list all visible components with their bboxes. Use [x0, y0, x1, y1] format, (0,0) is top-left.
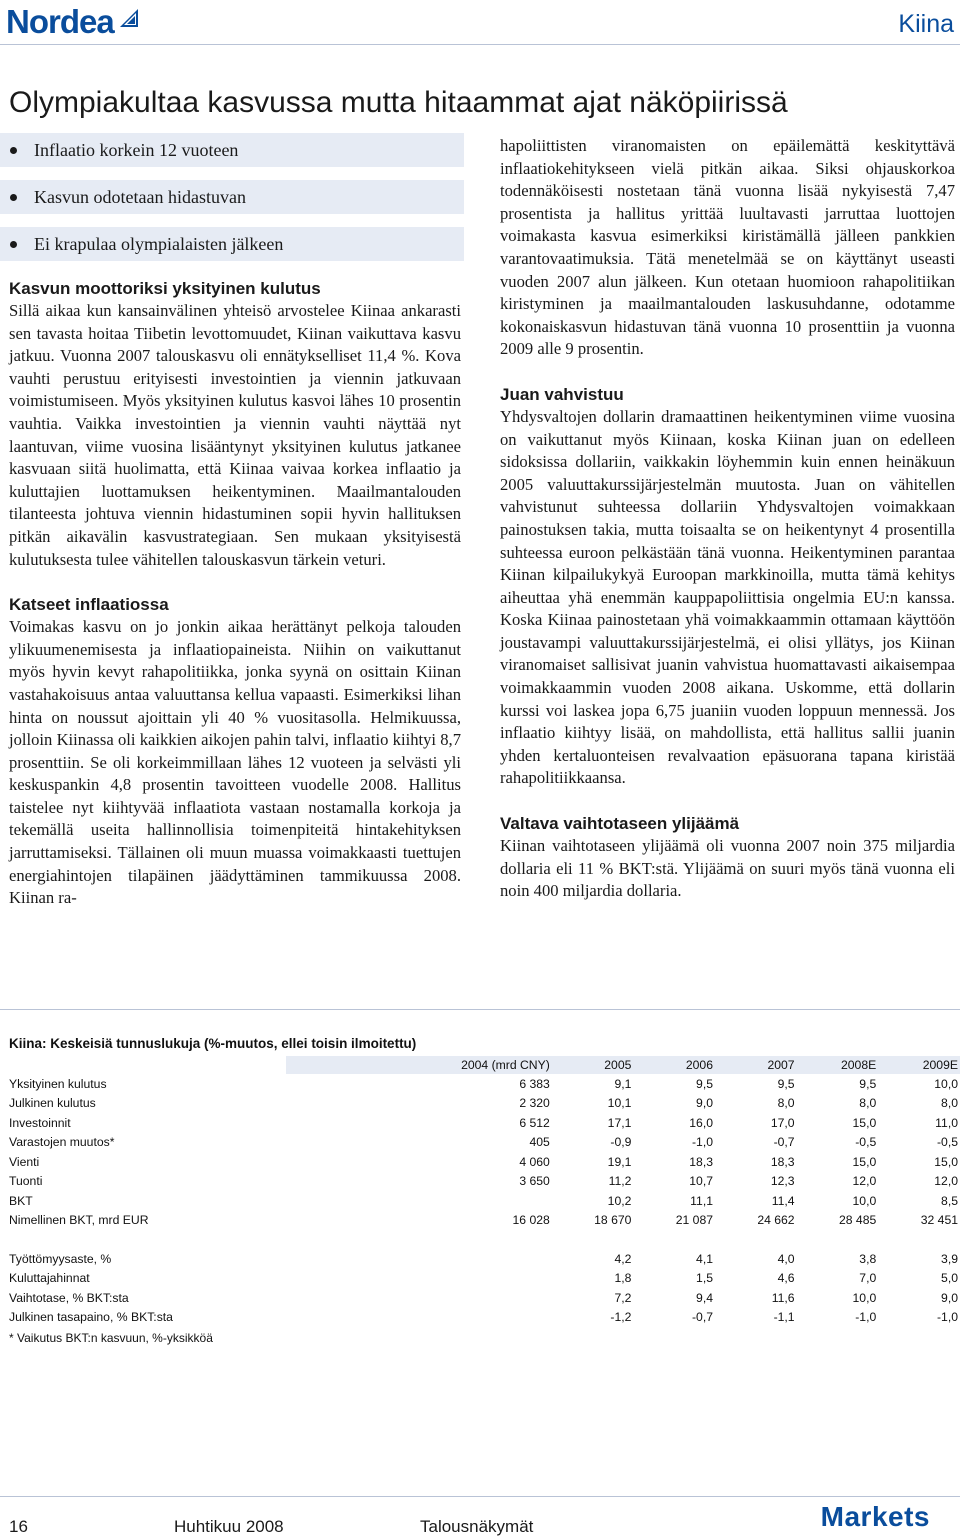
table-cell: 4,0 [777, 1251, 795, 1266]
summary-bullet: Inflaatio korkein 12 vuoteen [0, 133, 464, 167]
table-cell: 9,5 [696, 1076, 713, 1091]
table-row [9, 1191, 960, 1211]
nordea-logo [6, 4, 142, 40]
table-cell: 7,0 [859, 1271, 877, 1286]
column-header: 2004 (mrd CNY) [286, 1056, 552, 1074]
bullet-dot-icon [10, 194, 17, 201]
table-cell: 10,1 [607, 1096, 632, 1111]
row-label: BKT [9, 1193, 33, 1208]
section-heading-consumption: Kasvun moottoriksi yksityinen kulutus [9, 279, 321, 298]
table-row [9, 1094, 960, 1114]
table-cell: -0,7 [773, 1135, 795, 1150]
page-number: 16 [9, 1517, 28, 1536]
markets-logo: Markets [820, 1501, 930, 1532]
table-cell: 15,0 [852, 1154, 877, 1169]
table-row [9, 1211, 960, 1231]
table-cell: -0,5 [936, 1135, 958, 1150]
table-cell: 10,0 [852, 1290, 877, 1305]
table-cell: 12,3 [770, 1174, 795, 1189]
table-title: Kiina: Keskeisiä tunnuslukuja (%-muutos, ellei toisin ilmoitettu) [9, 1036, 417, 1051]
table-cell: -0,5 [855, 1135, 877, 1150]
table-cell: 5,0 [941, 1271, 958, 1286]
table-row [9, 1308, 960, 1328]
table-cell: 28 485 [838, 1213, 877, 1228]
row-label: Julkinen tasapaino, % BKT:sta [9, 1310, 173, 1325]
table-cell [286, 1308, 552, 1328]
table-cell: 405 [529, 1135, 550, 1150]
row-label: Tuonti [9, 1174, 43, 1189]
table-row [9, 1133, 960, 1153]
table-separator-rule [0, 1009, 960, 1010]
table-cell: -1,0 [936, 1310, 958, 1325]
table-cell [286, 1288, 552, 1308]
table-cell: 9,5 [777, 1076, 795, 1091]
table-cell: 17,0 [770, 1115, 795, 1130]
logo-text: Nordea [6, 3, 114, 40]
table-cell: 18,3 [770, 1154, 795, 1169]
header-rule [0, 44, 960, 45]
section-text-inflation: Voimakas kasvu on jo jonkin aikaa herättänyt pelkoja talouden ylikuumenemisesta ja inflaatiopaineista. Niihin on vaikuttanut myös hyvin kevyt rahapolitiikka, jonka syynä on osittain Kiinan vastahakoisuus antaa valuuttansa kellua vapaasti. Esimerkiksi lihan hinta on noussut ajoittain yli 40 % vuositasolla. Helmikuussa, jolloin Kiinassa oli kaikkien aikojen pahin talvi, inflaatio kiihtyi 8,7 prosenttiin. Se oli korkeimmillaan lähes 12 vuoteen ja selvästi yli keskuspankin 4,8 prosentin tavoitteen vuodelle 2008. Hallitus taistelee nyt kiihtyvää inflaatiota vastaan nostamalla korkoja ja tekemällä useita hallinnollisia toimenpiteitä hintakehityksen jarruttamiseksi. Tällainen oli muun muassa voimakkaasti tuettujen energiahintojen tilapäinen jäädyttäminen tammikuussa 2008. Kiinan ra- [9, 617, 461, 908]
table-cell: 3,9 [941, 1251, 958, 1266]
table-cell: 19,1 [607, 1154, 632, 1169]
table-cell: 11,6 [771, 1290, 795, 1305]
bullet-dot-icon [10, 241, 17, 248]
column-header: 2006 [633, 1056, 715, 1074]
section-text-continued: hapoliittisten viranomaisten on epäilemättä keskityttävä inflaatiokehitykseen vielä pitkän aikaa. Siksi ohjauskorkoa todennäköisesti nostetaan tänä vuonna lisää nykyisestä 7,47 prosentista ja hallitus yrittää luultavasti jarruttaa luottojen voimakasta kasvua esimerkiksi kiristämällä jälleen pankkien varantovaatimuksia. Tätä menetelmää se on käyttänyt useasti vuoden 2007 alun jälkeen. Kun otetaan huomioon rahapolitiikan kiristyminen ja maailmantalouden laskusuhdanne, odotamme kokonaiskasvun hidastuvan tänä vuonna 10 prosenttiin ja vuonna 2009 alle 9 prosentin. [500, 136, 955, 359]
table-cell: 16 028 [512, 1213, 550, 1228]
table-cell: -1,0 [855, 1310, 877, 1325]
table-cell: 3 650 [519, 1174, 550, 1189]
table-cell: 1,5 [696, 1271, 713, 1286]
row-label: Kuluttajahinnat [9, 1271, 90, 1286]
right-column [500, 135, 955, 903]
table-cell: 9,0 [941, 1290, 958, 1305]
row-label: Yksityinen kulutus [9, 1076, 107, 1091]
table-cell: 21 087 [675, 1213, 713, 1228]
bullet-dot-icon [10, 147, 17, 154]
section-text-consumption: Sillä aikaa kun kansainvälinen yhteisö arvostelee Kiinaa ankarasti sen tavasta hoitaa Tiibetin levottomuudet, Kiinan vaikuttava kasvu jatkuu. Vuonna 2007 talouskasvu oli ennätykselliset 11,4 %. Kova vauhti perustuu erityisesti investointien ja viennin jatkuvaan voimistumiseen. Myös yksityinen kulutus kasvoi lähes 10 prosentin vauhtia. Vaikka investointien ja viennin vauhti näyttää nyt laantuvan, viime vuosina lisääntynyt yksityinen kulutus jatkanee kasvuaan siitä huolimatta, että Kiinaa vaivaa korkea inflaatio ja kuluttajien luottamuksen heikentyminen. Maailmantalouden tilanteesta johtuva viennin hidastuminen sopii hyvin hallituksen pitkän aikavälin kasvustrategiaan. Sen mukaan yksityisestä kulutuksesta tulee vähitellen talouskasvun tärkein veturi. [9, 301, 461, 569]
table-cell: 16,0 [689, 1115, 713, 1130]
section-text-current-account: Kiinan vaihtotaseen ylijäämä oli vuonna 2007 noin 375 miljardia dollaria eli 11 % BKT:stä. Ylijäämä on suuri myös tänä vuonna eli noin 400 miljardia dollaria. [500, 836, 955, 901]
section-heading-current-account: Valtava vaihtotaseen ylijäämä [500, 814, 740, 834]
table-cell: -0,9 [610, 1135, 632, 1150]
table-cell: 8,0 [941, 1096, 958, 1111]
table-cell: 11,4 [771, 1193, 795, 1208]
table-cell [286, 1249, 552, 1269]
summary-bullet: Kasvun odotetaan hidastuvan [0, 180, 464, 214]
table-footnote: * Vaikutus BKT:n kasvuun, %-yksikköä [9, 1331, 213, 1345]
table-cell: 12,0 [934, 1174, 958, 1189]
table-cell: 8,0 [859, 1096, 877, 1111]
table-cell: 8,0 [777, 1096, 795, 1111]
row-label: Investoinnit [9, 1115, 71, 1130]
table-cell: 4,2 [614, 1251, 632, 1266]
table-cell: 11,0 [935, 1115, 958, 1130]
table-cell: 18,3 [689, 1154, 713, 1169]
table-spacer-row [9, 1230, 960, 1249]
table-cell [286, 1191, 552, 1211]
column-header: 2007 [715, 1056, 797, 1074]
table-cell: 10,0 [934, 1076, 958, 1091]
table-cell: 4 060 [519, 1154, 550, 1169]
column-header: 2009E [878, 1056, 960, 1074]
table-cell: 1,8 [614, 1271, 632, 1286]
table-cell: 6 512 [519, 1115, 550, 1130]
row-label: Julkinen kulutus [9, 1096, 96, 1111]
table-cell: 11,2 [608, 1174, 632, 1189]
column-header: 2008E [797, 1056, 879, 1074]
table-cell: 15,0 [934, 1154, 958, 1169]
key-figures-table [9, 1056, 960, 1327]
table-cell: 8,5 [941, 1193, 958, 1208]
table-cell: 10,7 [689, 1174, 713, 1189]
row-label: Työttömyysaste, % [9, 1251, 112, 1266]
footer-publication: Talousnäkymät [420, 1517, 534, 1536]
table-cell: 9,5 [859, 1076, 877, 1091]
footer-rule [0, 1496, 960, 1497]
table-row [9, 1074, 960, 1094]
table-cell: -1,0 [691, 1135, 713, 1150]
table-cell: 4,1 [696, 1251, 713, 1266]
table-cell: 18 670 [594, 1213, 632, 1228]
table-cell [286, 1269, 552, 1289]
table-cell: 9,1 [614, 1076, 632, 1091]
table-cell: 11,1 [690, 1193, 713, 1208]
table-cell: 9,4 [696, 1290, 713, 1305]
table-cell: 9,0 [696, 1096, 713, 1111]
left-column [9, 278, 461, 910]
footer-date: Huhtikuu 2008 [174, 1517, 284, 1536]
page-headline: Olympiakultaa kasvussa mutta hitaammat ajat näköpiirissä [9, 86, 788, 119]
table-cell: 32 451 [920, 1213, 958, 1228]
table-cell: 12,0 [852, 1174, 877, 1189]
table-header-row [9, 1056, 960, 1074]
table-row [9, 1172, 960, 1192]
table-cell: 7,2 [614, 1290, 632, 1305]
table-row [9, 1249, 960, 1269]
row-label: Vienti [9, 1154, 40, 1169]
table-row [9, 1152, 960, 1172]
table-cell: 4,6 [777, 1271, 795, 1286]
table-cell: 3,8 [859, 1251, 877, 1266]
table-cell: 10,2 [607, 1193, 632, 1208]
table-cell: 17,1 [607, 1115, 632, 1130]
table-cell: 2 320 [519, 1096, 550, 1111]
table-cell: 15,0 [852, 1115, 877, 1130]
table-cell: 24 662 [757, 1213, 795, 1228]
section-text-yuan: Yhdysvaltojen dollarin dramaattinen heikentyminen viime vuosina on vaikuttanut myös Kiinaan, koska Kiinan juan on edelleen sidoksissa dollariin, vaikkakin löyhemmin kuin ennen heinäkuun 2005 valuuttakurssijärjestelmän muutosta. Juan on vähitellen vahvistunut suhteessa dollariin Yhdysvaltojen voimakkaan painostuksen takia, mutta toisaalta se on heikentynyt 4 prosentilla suhteessa euroon pelkästään tänä vuonna. Heikentyminen parantaa Kiinan kilpailukykyä Euroopan markkinoilla, mutta tämä kehitys aiheuttaa yhä enemmän kauppapoliittisia ongelmia EU:n kanssa. Koska Kiinaa painostetaan yhä voimakkaammin ottamaan käyttöön joustavampi valuuttakurssijärjestelmä, ei olisi yllätys, jos Kiinan viranomaiset sallisivat juanin vahvistua huomattavasti aikaisempaa voimakkaammin vuoden 2008 aikana. Uskomme, että dollarin kurssi voi laskea jopa 6,75 juaniin vuoden loppuun mennessä. Jos inflaatio kiihtyy lisää, on mahdollista, että hallitus sallii juanin yhden kertaluonteisen revalvaation epäsuorana tapana kiristää rahapolitiikkaansa. [500, 406, 955, 788]
table-cell: -0,7 [691, 1310, 713, 1325]
table-row [9, 1288, 960, 1308]
section-heading-inflation: Katseet inflaatiossa [9, 595, 169, 615]
table-cell: -1,1 [773, 1310, 795, 1325]
summary-bullet: Ei krapulaa olympialaisten jälkeen [0, 227, 464, 261]
column-header: 2005 [552, 1056, 634, 1074]
row-label: Nimellinen BKT, mrd EUR [9, 1213, 149, 1228]
table-cell: -1,2 [610, 1310, 632, 1325]
table-cell: 10,0 [852, 1193, 877, 1208]
region-title: Kiina [898, 10, 954, 38]
summary-bullets [0, 133, 464, 274]
row-label: Varastojen muutos* [9, 1135, 115, 1150]
nordea-sail-icon [116, 5, 142, 31]
section-heading-yuan: Juan vahvistuu [500, 384, 624, 404]
table-row [9, 1269, 960, 1289]
table-row [9, 1113, 960, 1133]
row-label: Vaihtotase, % BKT:sta [9, 1290, 129, 1305]
table-cell: 6 383 [519, 1076, 550, 1091]
